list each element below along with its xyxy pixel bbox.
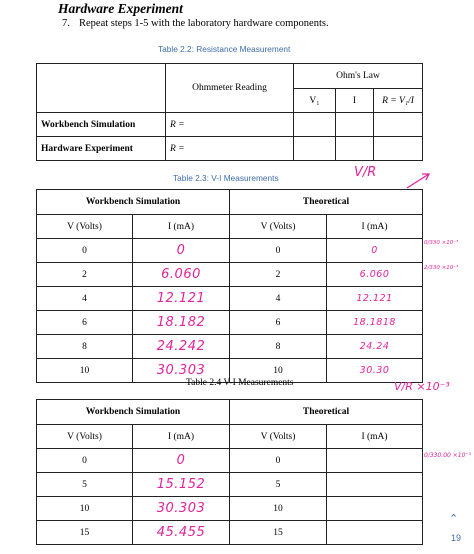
section-heading: Hardware Experiment — [58, 1, 183, 16]
table-row — [37, 311, 423, 335]
v-cell: 0 — [37, 239, 133, 263]
v-cell: 5 — [230, 473, 327, 497]
v-cell: 4 — [230, 287, 327, 311]
table-row — [37, 113, 423, 137]
v-cell: 8 — [230, 335, 327, 359]
v-cell: 6 — [230, 311, 327, 335]
empty-cell — [327, 473, 423, 497]
v-cell: 5 — [37, 473, 133, 497]
col-v-header: V (Volts) — [230, 425, 327, 449]
vi-table-2-4 — [36, 399, 423, 545]
resistance-table — [36, 63, 423, 161]
theoretical-i-handwritten: 12.121 — [327, 287, 423, 311]
v-cell: 15 — [37, 521, 133, 545]
theoretical-i-handwritten: 0 — [327, 239, 423, 263]
v-cell: 4 — [37, 287, 133, 311]
col-v-header: V (Volts) — [230, 215, 327, 239]
i-handwritten: 30.303 — [133, 497, 230, 521]
table-row — [37, 497, 423, 521]
col-i-header: I (mA) — [327, 215, 423, 239]
empty-cell — [336, 137, 374, 161]
empty-cell — [327, 497, 423, 521]
table-row — [37, 449, 423, 473]
margin-note-t3: 0/330.00 ×10⁻³ — [424, 452, 471, 459]
v-over-r-note: V/R — [354, 165, 377, 180]
empty-cell — [374, 113, 423, 137]
table-row — [37, 239, 423, 263]
v-cell: 10 — [230, 497, 327, 521]
row-label: Workbench Simulation — [37, 113, 166, 137]
i-handwritten: 12.121 — [133, 287, 230, 311]
i-handwritten: 0 — [133, 449, 230, 473]
empty-cell — [327, 521, 423, 545]
empty-cell — [294, 113, 336, 137]
empty-cell — [374, 137, 423, 161]
empty-cell — [336, 113, 374, 137]
theoretical-i-handwritten: 24.24 — [327, 335, 423, 359]
table-2-3-caption: Table 2.3: V-I Measurements — [173, 173, 279, 183]
v-cell: 10 — [37, 497, 133, 521]
theoretical-i-handwritten: 30.30 — [327, 359, 423, 383]
i-handwritten: 15.152 — [133, 473, 230, 497]
i-handwritten: 24.242 — [133, 335, 230, 359]
reading-cell: R = — [166, 113, 294, 137]
v-cell: 6 — [37, 311, 133, 335]
margin-note-row2: 2/330 ×10⁻³ — [424, 265, 459, 271]
col-v1-header: V₁ — [294, 89, 336, 113]
theoretical-i-handwritten: 6.060 — [327, 263, 423, 287]
v-cell: 8 — [37, 335, 133, 359]
v-cell: 0 — [230, 239, 327, 263]
table-2-4-caption: Table 2.4 V-I Measurements — [186, 378, 294, 388]
col-i-header: I (mA) — [133, 215, 230, 239]
i-handwritten: 45.455 — [133, 521, 230, 545]
ohms-law-header: Ohm's Law — [294, 64, 423, 89]
reading-cell: R = — [166, 137, 294, 161]
page-number: 19 — [451, 533, 462, 543]
table-row — [37, 335, 423, 359]
i-handwritten: 18.182 — [133, 311, 230, 335]
step-number: 7. — [62, 18, 70, 29]
i-handwritten: 30.303 — [133, 359, 230, 383]
theoretical-i-handwritten: 18.1818 — [327, 311, 423, 335]
v-cell: 0 — [230, 449, 327, 473]
v-cell: 2 — [230, 263, 327, 287]
margin-note-row0: 0/330 ×10⁻³ — [424, 240, 459, 246]
group-header-workbench: Workbench Simulation — [37, 400, 230, 425]
row-label: Hardware Experiment — [37, 137, 166, 161]
group-header-theoretical: Theoretical — [230, 190, 423, 215]
group-header-workbench: Workbench Simulation — [37, 190, 230, 215]
table-2-2-caption: Table 2.2: Resistance Measurement — [158, 44, 291, 54]
col-r-header: R = V₁/I — [374, 89, 423, 113]
step-text: Repeat steps 1-5 with the laboratory hardware components. — [79, 18, 329, 29]
table-row — [37, 263, 423, 287]
empty-cell — [327, 449, 423, 473]
chevron-up-icon[interactable]: ⌃ — [449, 513, 459, 525]
vi-table-2-3 — [36, 189, 423, 383]
v-cell: 2 — [37, 263, 133, 287]
table-row — [37, 287, 423, 311]
empty-cell — [294, 137, 336, 161]
table-row — [37, 473, 423, 497]
col-i-header: I (mA) — [133, 425, 230, 449]
group-header-theoretical: Theoretical — [230, 400, 423, 425]
col-i-header: I — [336, 89, 374, 113]
col-v-header: V (Volts) — [37, 425, 133, 449]
v-cell: 10 — [37, 359, 133, 383]
step-instruction — [62, 18, 329, 29]
col-v-header: V (Volts) — [37, 215, 133, 239]
table-row — [37, 137, 423, 161]
ohmmeter-header: Ohmmeter Reading — [166, 64, 294, 113]
corner-cell — [37, 64, 166, 113]
v-cell: 10 — [230, 359, 327, 383]
v-over-r-times-note: V/R ×10⁻³ — [394, 380, 450, 393]
v-cell: 15 — [230, 521, 327, 545]
i-handwritten: 0 — [133, 239, 230, 263]
i-handwritten: 6.060 — [133, 263, 230, 287]
col-i-header: I (mA) — [327, 425, 423, 449]
arrow-annotation — [405, 170, 433, 190]
table-row — [37, 521, 423, 545]
v-cell: 0 — [37, 449, 133, 473]
